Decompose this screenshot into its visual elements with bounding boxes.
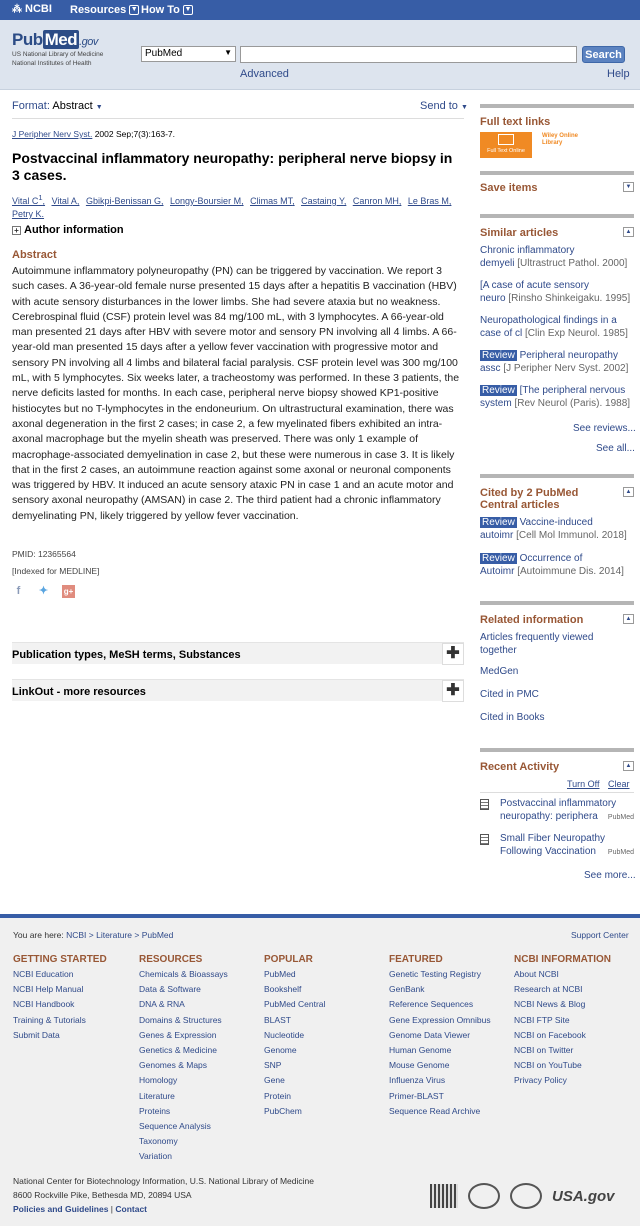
footer-link[interactable]: BLAST [264,1014,291,1025]
clear-link[interactable]: Clear [608,779,630,789]
footer-address: National Center for Biotechnology Information, U.S. National Library of Medicine 8600 Rockville Pike, Bethesda MD, 20894 USA Policies and Guidelines | Contact [13,1176,314,1214]
wiley-online-library-link[interactable]: Wiley Online Library [542,133,578,146]
footer-column-getting-started: GETTING STARTED NCBI Education NCBI Help Manual NCBI Handbook Training & Tutorials Submit Data [13,953,107,1043]
see-all-similar-link[interactable]: See all... [596,443,635,454]
footer-link[interactable]: Literature [139,1090,175,1101]
collapse-toggle-icon[interactable]: ▲ [623,487,634,497]
sidebar-divider [480,171,634,175]
ncbi-home-link[interactable]: ⁂ NCBI [12,3,52,15]
save-items-panel[interactable]: Save items ▼ [480,182,634,196]
footer-link[interactable]: Mouse Genome [389,1060,450,1071]
similar-articles-header: Similar articles ▲ [480,227,634,241]
author-link[interactable]: Castaing Y, [301,196,347,206]
recent-activity-item[interactable]: Postvaccinal inflammatory neuropathy: periphera PubMed [480,797,634,827]
footer-link[interactable]: Research at NCBI [514,984,583,995]
footer-link[interactable]: Data & Software [139,984,201,995]
footer-link[interactable]: NCBI Handbook [13,999,75,1010]
facebook-icon[interactable]: f [16,585,21,597]
footer-link[interactable]: Genomes & Maps [139,1060,208,1071]
expand-icon[interactable]: ✚ [442,680,464,702]
footer-link[interactable]: DNA & RNA [139,999,185,1010]
cited-article-item[interactable]: Review Occurrence of Autoimr [Autoimmune Dis. 2014] [480,553,624,577]
footer-link[interactable]: NCBI on YouTube [514,1060,582,1071]
footer-link[interactable]: Primer-BLAST [389,1090,444,1101]
footer-link[interactable]: Genome Data Viewer [389,1029,471,1040]
footer-column-popular: POPULAR PubMed Bookshelf PubMed Central BLAST Nucleotide Genome SNP Gene Protein PubChem [264,953,325,1119]
search-header [0,20,640,90]
footer-link[interactable]: Proteins [139,1105,171,1116]
send-to-menu[interactable]: Send to ▼ [420,100,468,112]
footer-link[interactable]: Human Genome [389,1045,452,1056]
footer-link[interactable]: NCBI on Facebook [514,1029,586,1040]
share-icons [12,585,75,598]
publication-types-section[interactable]: Publication types, MeSH terms, Substances ✚ [12,642,464,664]
hhs-seal-icon[interactable] [510,1183,542,1209]
collapse-toggle-icon[interactable]: ▲ [623,614,634,624]
similar-article-item[interactable]: [A case of acute sensory neuro [Rinsho Shinkeigaku. 1995] [480,280,631,304]
review-badge: Review [482,517,515,528]
nih-seal-icon[interactable] [468,1183,500,1209]
sidebar-divider [480,214,634,218]
footer-link[interactable]: PubMed [264,969,296,979]
footer-link[interactable]: Genetics & Medicine [139,1045,217,1056]
journal-link[interactable]: J Peripher Nerv Syst. [12,129,93,139]
abstract-heading: Abstract [12,249,57,261]
turn-off-link[interactable]: Turn Off [567,779,600,789]
sidebar-divider [480,104,634,108]
review-badge: Review [482,350,515,361]
dropdown-arrow-icon: ▼ [460,104,468,111]
cited-by-header: Cited by 2 PubMed Central articles ▲ [480,487,634,515]
footer-link[interactable]: NCBI FTP Site [514,1014,570,1025]
collapse-toggle-icon[interactable]: ▲ [623,761,634,771]
footer-link[interactable]: Nucleotide [264,1029,305,1040]
advanced-search-link[interactable]: Advanced [240,68,289,80]
nlm-logo-icon[interactable] [430,1184,458,1208]
author-list [12,191,464,221]
similar-article-item[interactable]: Neuropathological findings in a case of cl [Clin Exp Neurol. 1985] [480,315,628,339]
review-badge: Review [482,553,515,564]
search-button[interactable]: Search [582,46,625,63]
citation: J Peripher Nerv Syst. 2002 Sep;7(3):163-7. [12,129,176,139]
author-link[interactable]: Longy-Boursier M, [170,196,244,206]
footer-column-resources: RESOURCES Chemicals & Bioassays Data & Software DNA & RNA Domains & Structures Genes & Expression Genetics & Medicine Genomes & Maps Homology Literature Proteins Sequence Analysis Taxonomy Variation [139,953,228,1165]
author-link[interactable]: Le Bras M, [407,196,452,206]
chevron-down-icon: ▼ [130,6,138,13]
dropdown-arrow-icon: ▼ [224,48,232,57]
footer-link[interactable]: PubChem [264,1105,302,1116]
pmid: PMID: 12365564 [12,549,76,559]
author-link[interactable]: Petry K. [12,209,45,219]
expand-icon[interactable]: ✚ [442,643,464,665]
dropdown-arrow-icon: ▼ [95,104,103,111]
footer-link[interactable]: Sequence Analysis [139,1121,211,1132]
collapse-toggle-icon[interactable]: ▲ [623,227,634,237]
recent-activity-item[interactable]: Small Fiber Neuropathy Following Vaccination PubMed [480,832,634,862]
computer-icon [498,134,514,145]
footer-link[interactable]: Genome [264,1045,297,1056]
support-center-link[interactable]: Support Center [571,930,629,940]
footer-link[interactable]: NCBI Education [13,969,74,979]
document-icon [480,799,489,810]
footer-link[interactable]: Submit Data [13,1029,60,1040]
resources-menu[interactable]: Resources ▼ [70,4,138,16]
usagov-logo[interactable]: USA.gov [552,1187,615,1205]
pubmed-logo[interactable]: Pub Med .gov US National Library of Medicine National Institutes of Health [12,30,104,67]
full-text-online-button[interactable]: Full Text Online [480,132,532,158]
author-link[interactable]: Vital $C^1$, [12,193,46,206]
related-link[interactable]: Cited in Books [480,712,545,723]
author-link[interactable]: Vital A, [51,196,80,206]
footer-column-ncbi-information: NCBI INFORMATION About NCBI Research at NCBI NCBI News & Blog NCBI FTP Site NCBI on Facebook NCBI on Twitter NCBI on YouTube Privacy Policy [514,953,611,1089]
footer-link[interactable]: Protein [264,1090,291,1101]
footer-link[interactable]: Homology [139,1075,178,1086]
breadcrumb: You are here: NCBI > Literature > PubMed [13,930,174,940]
footer-link[interactable]: Sequence Read Archive [389,1105,481,1116]
author-link[interactable]: Gbikpi-Benissan G, [85,196,164,206]
cited-article-item[interactable]: Review Vaccine-induced autoimr [Cell Mol Immunol. 2018] [480,517,627,541]
sidebar-divider [480,748,634,752]
footer-link[interactable]: Privacy Policy [514,1075,567,1086]
footer-link[interactable]: Training & Tutorials [13,1014,86,1025]
footer-logos [430,1183,615,1209]
database-select[interactable]: PubMed ▼ [141,46,236,62]
chevron-down-icon: ▼ [184,6,192,13]
see-reviews-link[interactable]: See reviews... [573,423,636,434]
similar-article-item[interactable]: Review Peripheral neuropathy assc [J Peripher Nerv Syst. 2002] [480,350,629,374]
full-text-links-panel: Full text links Full Text Online Wiley Online Library [480,116,634,160]
google-plus-icon[interactable]: g+ [63,587,74,596]
sidebar-divider [480,474,634,478]
footer-link[interactable]: About NCBI [514,969,559,979]
footer-link[interactable]: Gene Expression Omnibus [389,1014,491,1025]
review-badge: Review [482,385,515,396]
related-link[interactable]: Cited in PMC [480,689,539,700]
footer-link[interactable]: GenBank [389,984,425,995]
author-information-toggle[interactable]: + Author information [12,224,124,236]
similar-article-item[interactable]: Review [The peripheral nervous system [Rev Neurol (Paris). 1988] [480,385,631,409]
abstract-text: Autoimmune inflammatory polyneuropathy (PN) can be triggered by vaccination. We report 3 such cases. A 36-year-old female nurse presented 15 days after a hepatitis B vaccination (HBV) with acute sensory disturbances in the lower limbs. She had severe ataxia but no weakness. Cerebrospinal fluid (CSF) protein level was 84 mg/100 mL, with 3 lymphocytes. A 66-year-old man presented 21 days after HBV with severe motor and sensory PN involving all 4 limbs. A 66-year-old man presented 15 days after a yellow fever vaccination with progressive motor and sensory PN involving all 4 limbs and bilateral facial paralysis. CSF protein level was 300 mg/100 mL, with 5 lymphocytes. Six weeks later, a tracheostomy was performed. In these 3 patients, the nerve deficits lasted for months. In each case, peripheral nerve biopsy showed KP1-positive histiocytes but no T-lymphocytes in the endoneurium. On ultrastructural examination, there was axonal degeneration in the first 2 cases; in case 2, a few myelinated fibers exhibited an intra-axonal macrophage but the myelin sheath was preserved. There was only 1 example of macrophage-associated demyelination in case 2, but these were numerous in case 3. It is likely that in the first 2 cases, an autoimmune reaction against some axonal or neuronal components was triggered by HBV. It induced an acute sensory ataxic PN in case 1 and an acute motor and sensory axonal neuropathy (AMSAN) in case 2. The third patient had a chronic inflammatory demyelinating PN, likely triggered by yellow fever vaccination. [12,265,460,522]
divider [12,118,464,119]
author-link[interactable]: Canron MH, [352,196,402,206]
similar-article-item[interactable]: Chronic inflammatory demyeli [Ultrastruct Pathol. 2000] [480,245,628,269]
recent-activity-header: Recent Activity ▲ [480,761,634,775]
indexed-label: [Indexed for MEDLINE] [12,566,100,576]
footer-link[interactable]: Domains & Structures [139,1014,222,1025]
howto-menu[interactable]: How To ▼ [141,4,192,16]
policies-link[interactable]: Policies and Guidelines [13,1204,109,1214]
footer [0,918,640,1226]
document-icon [480,834,489,845]
footer-link[interactable]: Influenza Virus [389,1075,446,1086]
footer-link[interactable]: NCBI on Twitter [514,1045,574,1056]
related-link[interactable]: MedGen [480,666,519,677]
related-information-header: Related information ▲ [480,614,634,628]
footer-link[interactable]: Chemicals & Bioassays [139,969,228,979]
sidebar-divider [480,601,634,605]
footer-link[interactable]: Genes & Expression [139,1029,217,1040]
footer-link[interactable]: Genetic Testing Registry [389,969,481,979]
contact-link[interactable]: Contact [115,1204,147,1214]
ncbi-logo-icon: ⁂ [12,3,22,15]
ncbi-top-bar [0,0,640,20]
linkout-section[interactable]: LinkOut - more resources ✚ [12,679,464,701]
see-more-link[interactable]: See more... [584,870,636,881]
related-link[interactable]: Articles frequently viewed together [480,632,594,656]
divider [480,792,634,793]
footer-link[interactable]: Reference Sequences [389,999,474,1010]
footer-link[interactable]: Gene [264,1075,285,1086]
format-selector[interactable]: Format: Abstract ▼ [12,100,103,112]
footer-link[interactable]: NCBI News & Blog [514,999,586,1010]
search-input[interactable] [240,46,577,63]
footer-column-featured: FEATURED Genetic Testing Registry GenBank Reference Sequences Gene Expression Omnibus Genome Data Viewer Human Genome Mouse Genome Influenza Virus Primer-BLAST Sequence Read Archive [389,953,491,1119]
help-link[interactable]: Help [607,68,630,80]
footer-link[interactable]: NCBI Help Manual [13,984,84,995]
footer-link[interactable]: PubMed Central [264,999,326,1010]
article-title: Postvaccinal inflammatory neuropathy: peripheral nerve biopsy in 3 cases. [12,150,453,183]
nlm-label: US National Library of Medicine [12,51,104,58]
twitter-icon[interactable]: ✦ [38,585,49,597]
footer-link[interactable]: SNP [264,1060,282,1071]
expand-icon: + [12,226,21,235]
footer-link[interactable]: Variation [139,1151,172,1162]
nih-label: National Institutes of Health [12,60,92,67]
collapse-toggle-icon[interactable]: ▼ [623,182,634,192]
author-link[interactable]: Climas MT, [250,196,295,206]
footer-link[interactable]: Bookshelf [264,984,302,995]
footer-link[interactable]: Taxonomy [139,1136,178,1147]
